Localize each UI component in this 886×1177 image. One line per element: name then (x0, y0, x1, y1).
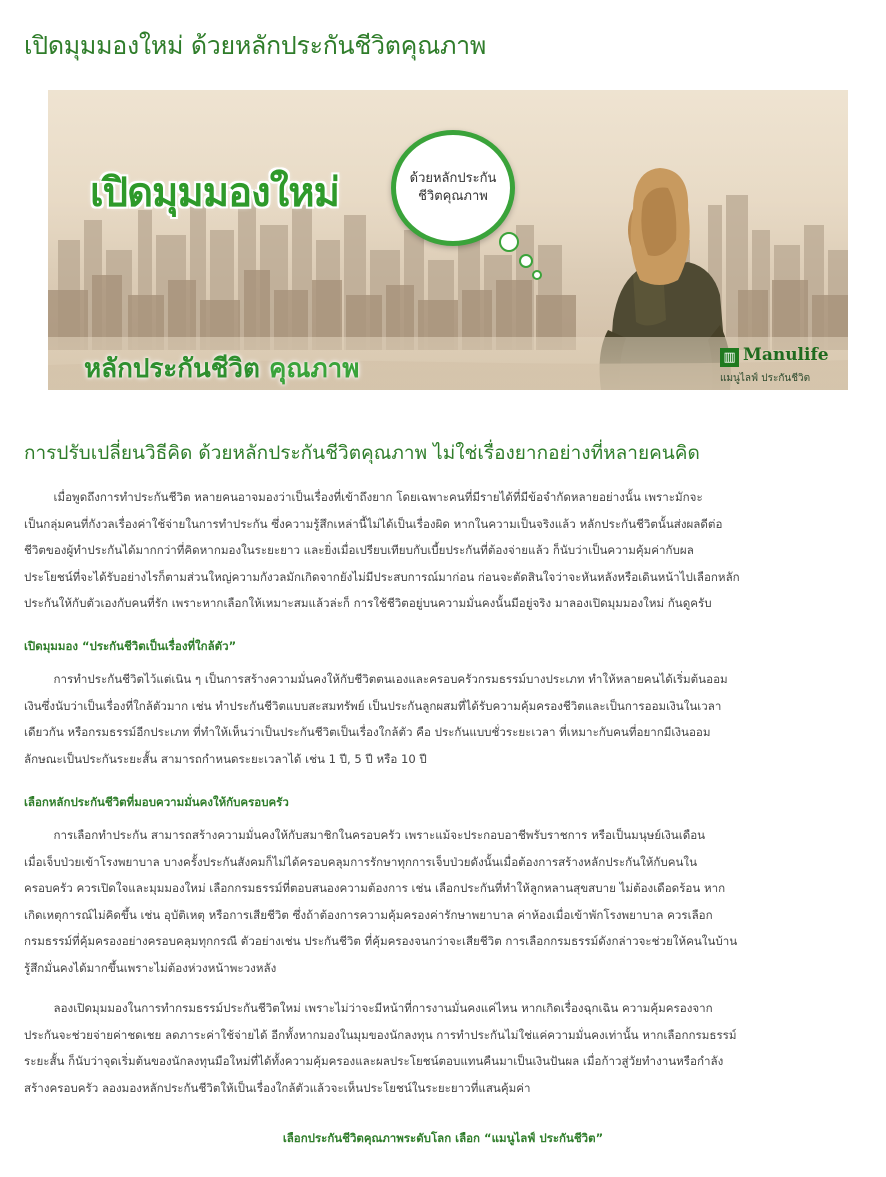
paragraph-line: ประโยชน์ที่จะได้รับอย่างไรก็ตามส่วนใหญ่ความกังวลมักเกิดจากยังไม่มีประสบการณ์มาก่อน ก่อนจะตัดสินใจว่าจะหันหลังหรือเดินหน้าไปเลือกหลัก (24, 569, 740, 584)
intro-paragraph (24, 484, 874, 617)
paragraph-line: ชีวิตของผู้ทำประกันได้มากกว่าที่คิดหากมองในระยะยาว และยิ่งเมื่อเปรียบเทียบกับเบี้ยประกันที่ต้องจ่ายแล้ว ก็นับว่าเป็นความคุ้มค่ากับผล (24, 543, 694, 557)
paragraph-line: การทำประกันชีวิตไว้แต่เนิน ๆ เป็นการสร้างความมั่นคงให้กับชีวิตตนเองและครอบครัวกรมธรรม์บางประเภท ทำให้หลายคนได้เริ่มต้นออม (24, 672, 728, 686)
thought-bubble-dot (532, 270, 542, 280)
thought-bubble-dot (519, 254, 533, 268)
bubble-text-line1: ด้วยหลักประกัน (409, 171, 497, 186)
section1-heading: เปิดมุมมอง “ประกันชีวิตเป็นเรื่องที่ใกล้ตัว” (24, 639, 237, 653)
paragraph-line: เงินซึ่งนับว่าเป็นเรื่องที่ใกล้ตัวมาก เช่น ทำประกันชีวิตแบบสะสมทรัพย์ เป็นประกันลูกผสมที่ได้รับความคุ้มครองชีวิตและเป็นการออมเงินในเวลา (24, 698, 722, 713)
logo-thai-name: แมนูไลฟ์ ประกันชีวิต (720, 373, 811, 384)
manulife-m-icon: ▥ (720, 348, 739, 367)
paragraph-line: เมื่อพูดถึงการทำประกันชีวิต หลายคนอาจมองว่าเป็นเรื่องที่เข้าถึงยาก โดยเฉพาะคนที่มีรายได้ที่มีข้อจำกัดหลายอย่างนั้น เพราะมักจะ (24, 490, 703, 504)
hero-banner (48, 90, 848, 390)
section3-paragraph (24, 995, 874, 1101)
closing-callout: เลือกประกันชีวิตคุณภาพระดับโลก เลือก “แมนูไลฟ์ ประกันชีวิต” (282, 1131, 604, 1145)
paragraph-line: เกิดเหตุการณ์ไม่คิดขึ้น เช่น อุบัติเหตุ หรือการเสียชีวิต ซึ่งถ้าต้องการความคุ้มครองค่ารักษาพยาบาล ค่าห้องเมื่อเข้าพักโรงพยาบาล ควรเลือก (24, 907, 713, 922)
thought-bubble-dot (499, 232, 519, 252)
page-title: เปิดมุมมองใหม่ ด้วยหลักประกันชีวิตคุณภาพ (24, 31, 487, 60)
paragraph-line: ลักษณะเป็นประกันระยะสั้น สามารถกำหนดระยะเวลาได้ เช่น 1 ปี, 5 ปี หรือ 10 ปี (24, 751, 427, 766)
paragraph-line: รู้สึกมั่นคงได้มากขึ้นเพราะไม่ต้องห่วงหน้าพะวงหลัง (24, 960, 277, 975)
paragraph-line: สร้างครอบครัว ลองมองหลักประกันชีวิตให้เป็นเรื่องใกล้ตัวแล้วจะเห็นประโยชน์ในระยะยาวที่แสนคุ้มค่า (24, 1080, 531, 1095)
banner-subtitle (84, 348, 359, 389)
banner-subtitle-part1: หลักประกันชีวิต (84, 354, 260, 384)
paragraph-line: ลองเปิดมุมมองในการทำกรมธรรม์ประกันชีวิตใหม่ เพราะไม่ว่าจะมีหน้าที่การงานมั่นคงแค่ไหน หากเกิดเรื่องฉุกเฉิน ความคุ้มครองจาก (24, 1001, 713, 1015)
paragraph-line: กรมธรรม์ที่คุ้มครองอย่างครอบคลุมทุกกรณี ตัวอย่างเช่น ประกันชีวิต ที่คุ้มครองจนกว่าจะเสียชีวิต การเลือกกรมธรรม์ดังกล่าวจะช่วยให้คนในบ้าน (24, 934, 738, 948)
paragraph-line: ระยะสั้น ก็นับว่าจุดเริ่มต้นของนักลงทุนมือใหม่ที่ได้ทั้งความคุ้มครองและผลประโยชน์ตอบแทนคืนมาเป็นเงินปันผล เมื่อก้าวสู่วัยทำงานหรือกำลัง (24, 1054, 724, 1068)
manulife-logo (720, 345, 842, 388)
thought-bubble (391, 130, 515, 246)
paragraph-line: ประกันจะช่วยจ่ายค่าชดเชย ลดภาระค่าใช้จ่ายได้ อีกทั้งหากมองในมุมของนักลงทุน การทำประกันไม่ใช่แค่ความมั่นคงเท่านั้น หากเลือกกรมธรรม์ (24, 1027, 737, 1042)
article-subtitle: การปรับเปลี่ยนวิธีคิด ด้วยหลักประกันชีวิตคุณภาพ ไม่ใช่เรื่องยากอย่างที่หลายคนคิด (24, 442, 700, 464)
banner-subtitle-part2: คุณภาพ (268, 354, 360, 384)
bubble-text-line2: ชีวิตคุณภาพ (418, 189, 488, 204)
paragraph-line: เมื่อเจ็บป่วยเข้าโรงพยาบาล บางครั้งประกันสังคมก็ไม่ได้ครอบคลุมการรักษาทุกการเจ็บป่วยดังนั้นเมื่อต้องการสร้างหลักประกันให้กับคนใน (24, 854, 698, 869)
section2-paragraph (24, 822, 874, 981)
logo-name: Manulife (743, 345, 829, 365)
paragraph-line: การเลือกทำประกัน สามารถสร้างความมั่นคงให้กับสมาชิกในครอบครัว เพราะแม้จะประกอบอาชีพรับราชการ หรือเป็นมนุษย์เงินเดือน (24, 828, 706, 842)
paragraph-line: ประกันให้กับตัวเองกับคนที่รัก เพราะหากเลือกให้เหมาะสมแล้วล่ะก็ การใช้ชีวิตอยู่บนความมั่นคงนั้นมีอยู่จริง มาลองเปิดมุมมองใหม่ กันดูครับ (24, 596, 712, 610)
section2-heading: เลือกหลักประกันชีวิตที่มอบความมั่นคงให้กับครอบครัว (24, 795, 289, 809)
banner-headline: เปิดมุมมองใหม่ (90, 170, 339, 216)
paragraph-line: เดียวกัน หรือกรมธรรม์อีกประเภท ที่ทำให้เห็นว่าเป็นประกันชีวิตเป็นเรื่องใกล้ตัว คือ ประกันแบบชั่วระยะเวลา ที่เหมาะกับคนที่อยากมีเงินออม (24, 725, 711, 739)
section1-paragraph (24, 666, 874, 772)
paragraph-line: เป็นกลุ่มคนที่กังวลเรื่องค่าใช้จ่ายในการทำประกัน ซึ่งความรู้สึกเหล่านี้ไม่ได้เป็นเรื่องผิด หากในความเป็นจริงแล้ว หลักประกันชีวิตนั้นส่งผลดีต่อ (24, 516, 723, 531)
paragraph-line: ครอบครัว ควรเปิดใจและมุมมองใหม่ เลือกกรมธรรม์ที่ตอบสนองความต้องการ เช่น เลือกประกันที่ทำให้ลูกหลานสุขสบาย ไม่ต้องเดือดร้อน หาก (24, 881, 726, 895)
